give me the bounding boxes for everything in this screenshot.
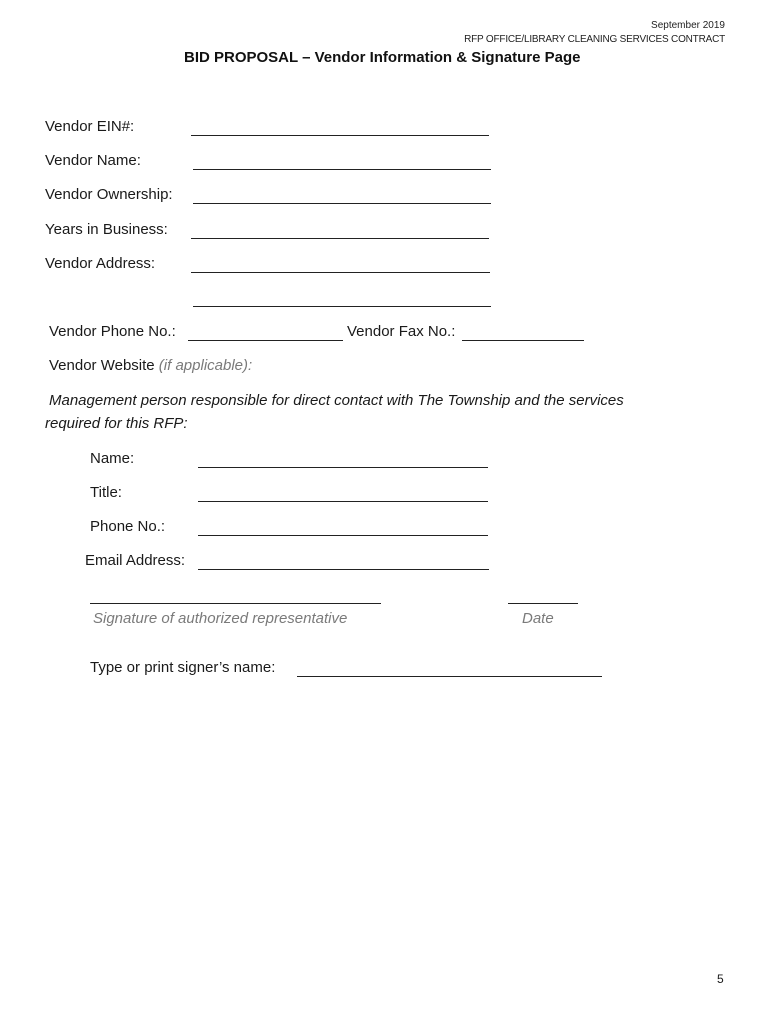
- signature-field[interactable]: [90, 603, 381, 604]
- vendor-fax-field[interactable]: [462, 340, 584, 341]
- management-phone-field[interactable]: [198, 535, 488, 536]
- vendor-address-label: Vendor Address:: [45, 255, 156, 272]
- print-name-label: Type or print signer’s name:: [90, 659, 276, 676]
- vendor-address-field-1[interactable]: [191, 272, 490, 273]
- date-caption: Date: [522, 610, 554, 627]
- years-in-business-label: Years in Business:: [45, 221, 168, 238]
- print-name-field[interactable]: [297, 676, 602, 677]
- page-number: 5: [717, 972, 724, 986]
- vendor-ownership-label: Vendor Ownership:: [45, 186, 173, 203]
- management-intro-line-1: Management person responsible for direct contact with The Township and the services: [49, 392, 624, 409]
- management-phone-label: Phone No.:: [90, 518, 166, 535]
- vendor-ein-field[interactable]: [191, 135, 489, 136]
- vendor-phone-label: Vendor Phone No.:: [49, 323, 176, 340]
- header-contract: RFP OFFICE/LIBRARY CLEANING SERVICES CONTRACT: [464, 34, 725, 45]
- management-title-label: Title:: [90, 484, 122, 501]
- vendor-website-note: (if applicable):: [158, 357, 253, 374]
- management-name-label: Name:: [90, 450, 135, 467]
- vendor-fax-label: Vendor Fax No.:: [347, 323, 456, 340]
- management-intro-line-2: required for this RFP:: [45, 415, 188, 432]
- page-title: BID PROPOSAL – Vendor Information & Signature Page: [184, 49, 581, 66]
- vendor-name-field[interactable]: [193, 169, 491, 170]
- header-date: September 2019: [651, 20, 725, 31]
- vendor-address-field-2[interactable]: [193, 306, 491, 307]
- vendor-website-label: Vendor Website: [49, 357, 155, 374]
- vendor-ein-label: Vendor EIN#:: [45, 118, 135, 135]
- management-email-label: Email Address:: [85, 552, 186, 569]
- management-email-field[interactable]: [198, 569, 489, 570]
- vendor-name-label: Vendor Name:: [45, 152, 141, 169]
- vendor-website-row: [49, 357, 252, 374]
- management-title-field[interactable]: [198, 501, 488, 502]
- vendor-phone-field[interactable]: [188, 340, 343, 341]
- vendor-ownership-field[interactable]: [193, 203, 491, 204]
- years-in-business-field[interactable]: [191, 238, 489, 239]
- signature-caption: Signature of authorized representative: [93, 610, 348, 627]
- management-name-field[interactable]: [198, 467, 488, 468]
- date-field[interactable]: [508, 603, 578, 604]
